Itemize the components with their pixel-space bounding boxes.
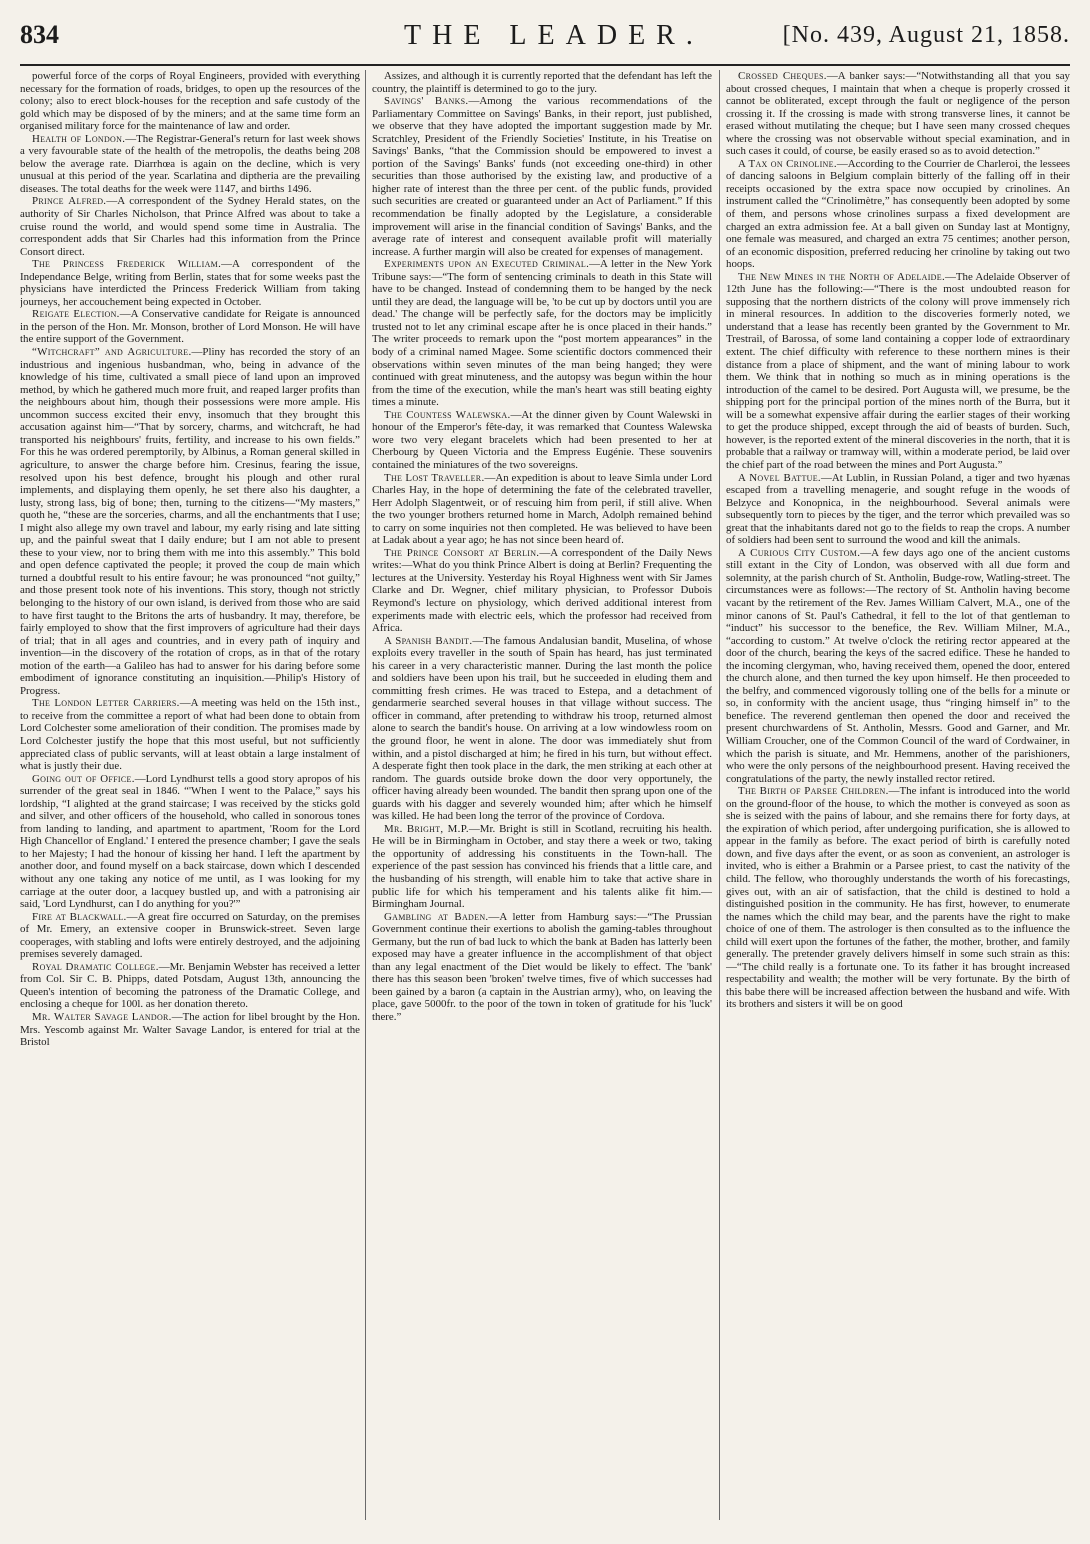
article-heading: Prince Alfred. — [32, 195, 107, 208]
article-heading: Reigate Election. — [32, 308, 120, 321]
article-text: —A correspondent of the Daily News writes:—What do you think Prince Albert is doing at Berlin? Frequenting the lectures at the University. Yesterday his Royal Highness went with Sir James Clarke and Dr. Wegner, chief military physician, to Professor Dubois Reymond's lecture on physiology, which derived additional interest from experiments made with electric eels, which the professor had received from Africa. — [372, 546, 712, 635]
article-heading: Health of London. — [32, 132, 126, 145]
article-text: —A correspondent of the Sydney Herald states, on the authority of Sir Charles Nicholson, that Prince Alfred was about to take a cruise round the world, and would spend some time in Australia. The correspondent adds that Sir Charles had this information from the Prince Consort direct. — [20, 195, 360, 258]
article-paragraph — [20, 258, 360, 308]
article-text: —A few days ago one of the ancient customs still extant in the City of London, was observed with all due form and solemnity, at the parish church of St. Antholin, Budge-row, Watling-street. The circumstances were as follows:—The rectory of St. Antholin having become vacant by the retirement of the Rev. James William Calvert, M.A., one of the minor canons of St. Paul's Cathedral, it fell to the lot of that gentleman to “induct” his successor to the benefice, the Rev. William Milner, M.A., “according to custom.” At twelve o'clock the retiring rector appeared at the door of the church, bearing the keys of the sacred edifice. These he handed to the incoming clergyman, who, having received them, opened the door, entered the church alone, and then turned the key upon himself. He then proceeded to the belfry, and commenced vigorously tolling one of the bells for a minute or so, in conformity with the ancient usage, thus “ringing himself in” to the benefice. The reverend gentleman then opened the door and received the present churchwardens of St. Antholin, Messrs. Good and Garner, and Mr. William Croucher, one of the Common Council of the ward of Cordwainer, in which the parish is situate, and Mr. Hemmens, another of the parishioners, who were the only persons of the neighbourhood present. Having received the congratulations of the party, the newly installed rector retired. — [726, 546, 1070, 785]
article-heading: The London Letter Carriers. — [32, 697, 180, 710]
article-heading: Mr. Walter Savage Landor. — [32, 1011, 172, 1024]
article-paragraph — [372, 547, 712, 635]
article-paragraph — [372, 472, 712, 547]
article-paragraph — [20, 346, 360, 697]
article-paragraph — [372, 70, 712, 95]
article-heading: Savings' Banks. — [384, 95, 469, 108]
article-text: —At the dinner given by Count Walewski in honour of the Emperor's fête-day, it was remarked that Countess Walewska wore two very elegant bracelets which had been presented to her at Cherbourg by Queen Victoria and the Empress Eugénie. These souvenirs contained the miniatures of the two sovereigns. — [372, 408, 712, 471]
article-heading: The Birth of Parsee Children. — [738, 785, 889, 798]
article-paragraph — [372, 409, 712, 472]
article-text: —The action for libel brought by the Hon. Mrs. Yescomb against Mr. Walter Savage Landor, is entered for trial at the Bristol — [20, 1011, 360, 1049]
article-text: —A correspondent of the Independance Belge, writing from Berlin, states that for some weeks past the physicians have interdicted the Princess Frederick William from taking journeys, her accouchement being expected in October. — [20, 258, 360, 308]
article-heading: The Prince Consort at Berlin. — [384, 546, 540, 559]
article-heading: A Novel Battue. — [738, 471, 821, 484]
article-heading: Experiments upon an Executed Criminal. — [384, 258, 590, 271]
article-text: —A great fire occurred on Saturday, on the premises of Mr. Emery, an extensive cooper in Brunswick-street. Seven large cooperages, with stabling and lofts were entirely destroyed, and the adjoining premises severely damaged. — [20, 910, 360, 961]
article-heading: The New Mines in the North of Adelaide. — [738, 270, 945, 283]
article-heading: The Countess Walewska. — [384, 408, 511, 421]
article-heading: “Witchcraft” and Agriculture. — [32, 346, 192, 359]
article-paragraph — [726, 547, 1070, 785]
article-paragraph — [20, 308, 360, 346]
article-paragraph — [20, 70, 360, 133]
article-text: —The famous Andalusian bandit, Muselina, of whose exploits every traveller in the south of Spain has heard, has just terminated his career in a very characteristic manner. During the last month the police and soldiers have been upon his trail, but he succeeded in eluding them and committing fresh crimes. He was traced to Estepa, and a detachment of gendarmerie searched several houses in that village without success. The officer in command, after pretending to withdraw his troop, returned almost alone to search the bandit's house. On arriving at a low windowless room on the ground floor, he went in alone. The door was immediately shut from within, and a pistol discharged at him; he fired in his turn, but without effect. A desperate fight then took place in the dark, the men striking at each other at random. The guards outside broke down the door very opportunely, the officer having already been wounded. The bandit then sprang upon one of the guards with his dagger and severely wounded him; after which he himself was killed. He had been long the terror of the province of Cordova. — [372, 634, 712, 823]
column-2 — [372, 70, 712, 1530]
article-text: —The Adelaide Observer of 12th June has the following:—“There is the most undoubted reason for supposing that the northern districts of the colony will prove immensely rich in mineral resources. In addition to the discoveries formerly noted, we understand that a lease has recently been granted by the Government to Mr. Trestrail, of Barossa, of some land containing a copper lode of extraordinary extent. The chief difficulty with reference to these northern mines is their distance from a place of shipment, and the want of mining labour to work them. We think that in nothing so much as in mining operations is the introduction of the camel to be desired. Port Augusta will, we presume, be the shipping port for the principal portion of the mines north of the Burra, but it will be a somewhat expensive affair during the earlier stages of their working to get the produce shipped, except through the aid of beasts of burden. Such, however, is the reported extent of the mineral discoveries in the north, that it is probable that a railway or tramway will, within a moderate period, be laid over the chief part of the road between the mines and Port Augusta.” — [726, 270, 1070, 471]
article-heading: The Princess Frederick William. — [32, 258, 222, 271]
article-heading: Going out of Office. — [32, 772, 135, 785]
article-paragraph — [372, 258, 712, 409]
article-paragraph — [372, 911, 712, 1024]
article-text: —A Conservative candidate for Reigate is announced in the person of the Hon. Mr. Monson, brother of Lord Monson. He will have the entire support of the Government. — [20, 308, 360, 346]
article-paragraph — [20, 195, 360, 258]
article-heading: The Lost Traveller. — [384, 471, 485, 484]
article-text: —A letter from Hamburg says:—“The Prussian Government continue their exertions to abolish the gaming-tables throughout Germany, but the run of bad luck to which the bank at Baden has latterly been exposed may have a greater influence in the accomplishment of that object than any legal enactment of the Diet would be likely to effect. The 'bank' there has this season been 'broken' twelve times, five of which successes had been gained by a baron (a captain in the Austrian army), who, on leaving the place, gave 5000fr. to the poor of the town in token of gratitude for his 'luck' there.” — [372, 910, 712, 1024]
article-text: —A letter in the New York Tribune says:—“The form of sentencing criminals to death in this State will have to be changed. Instead of condemning them to be hanged by the neck until they are dead, the language will be, 'to be cut up by doctors until you are dead.' The change will be perfectly safe, for the doctors may be implicitly trusted not to let any criminal escape after he is once placed in their hands.” The writer proceeds to remark upon the “post mortem appearances” in the body of a criminal named Magee. Some scientific doctors commenced their observations within seven minutes of the man being hanged; they were continued with great minuteness, and the autopsy was begun within the hour from the time of the execution, while the man's heart was still beating eighty times a minute. — [372, 258, 712, 409]
article-heading: A Tax on Crinoline. — [738, 157, 837, 170]
article-paragraph — [372, 823, 712, 911]
article-paragraph — [726, 785, 1070, 1011]
article-heading: Fire at Blackwall. — [32, 910, 127, 923]
article-text: —A banker says:—“Notwithstanding all that you say about crossed cheques, I maintain that when a cheque is properly crossed it cannot be obliterated, except through the fault or negligence of the person crossing it. If the crossing is made with strong transverse lines, it cannot be erased without mutilating the cheque; but I have seen many crossed cheques where the crossing was not observable without special examination, and in such cases it could, of course, be easily erased so as to avoid detection.” — [726, 70, 1070, 158]
article-text: powerful force of the corps of Royal Engineers, provided with everything necessary for the formation of roads, bridges, to open up the resources of the colony; also to erect block-houses for the reception and safe custody of the gold which may be disposed of by the miners; and at the same time form an organised military force for the maintenance of law and order. — [20, 70, 360, 133]
column-3 — [726, 70, 1070, 1530]
article-text: —The Registrar-General's return for last week shows a very favourable state of the health of the metropolis, the deaths being 208 below the average rate. Diarrhœa is again on the decline, which is very unusual at this period of the year. Scarlatina and diptheria are the prevailing diseases. The total deaths for the week were 1147, and births 1496. — [20, 132, 360, 195]
article-text: —Mr. Benjamin Webster has received a letter from Col. Sir C. B. Phipps, dated Potsdam, August 13th, announcing the Queen's intention of becoming the patroness of the Dramatic College, and enclosing a cheque for 100l. as her donation thereto. — [20, 960, 360, 1011]
article-heading: Gambling at Baden. — [384, 910, 489, 923]
column-1 — [20, 70, 360, 1530]
article-paragraph — [20, 911, 360, 961]
article-text: —At Lublin, in Russian Poland, a tiger and two hyænas escaped from a travelling menagerie, and sought refuge in the woods of Belzyce and Konopnica, in the neighbourhood. Several animals were subsequently torn to pieces by the tiger, and the terror which prevailed was so great that the inhabitants dared not go to the fields to reap the crops. A number of soldiers had been sent to surround the wood and kill the animals. — [726, 471, 1070, 547]
article-heading: Mr. Bright, M.P. — [384, 822, 469, 835]
article-paragraph — [726, 271, 1070, 472]
issue-date: [No. 439, August 21, 1858. — [782, 22, 1070, 48]
article-paragraph — [726, 70, 1070, 158]
column-rule — [365, 70, 366, 1520]
article-paragraph — [372, 95, 712, 258]
article-paragraph — [20, 773, 360, 911]
article-text: —The infant is introduced into the world on the ground-floor of the house, to which the mother is conveyed as soon as she is seized with the pains of labour, and she remains there for forty days, at the expiration of which period, after undergoing purification, she is allowed to appear in the family as before. The exact period of birth is carefully noted down, and five days after the event, or as soon as convenient, an astrologer is invited, who is either a Brahmin or a Parsee priest, to cast the nativity of the child. The fellow, who thoroughly understands the worth of his forecastings, gives out, with an air of satisfaction, that the child is destined to hold a distinguished position in the community. He has first, however, to enumerate the names which the child may bear, and the parents have the right to make choice of one of them. The astrologer is then consulted as to the influence the child will exert upon the fortunes of the father, the mother, brother, and family generally. The pretender gravely delivers himself in some such strain as this:—“The child really is a fortunate one. To its father it has brought increased respectability and wealth; the mother will be very fortunate. By the birth of this babe there will be increased affection between the husband and wife. With its brothers and sisters it will be on good — [726, 785, 1070, 1011]
article-paragraph — [20, 1011, 360, 1049]
article-text: Assizes, and although it is currently reported that the defendant has left the country, the plaintiff is determined to go to the jury. — [372, 70, 712, 95]
article-paragraph — [726, 472, 1070, 547]
header-rule — [20, 64, 1070, 66]
article-paragraph — [372, 635, 712, 823]
newspaper-title: THE LEADER. — [404, 20, 704, 51]
masthead — [20, 14, 1070, 66]
article-heading: A Spanish Bandit. — [384, 634, 473, 647]
article-text: —According to the Courrier de Charleroi, the lessees of dancing saloons in Belgium complain bitterly of the falling off in their receipts occasioned by the extra space now occupied by crinolines. An instrument called the “Crinolimètre,” has consequently been adopted by some of them, and persons whose crinolines surpass a fixed development are charged an extra admission fee. At a ball given on Sunday last at Montigny, one female was measured, and charged an extra 75 centimes; another person, of an economic disposition, preferred reducing her crinoline by taking out two hoops. — [726, 157, 1070, 271]
article-heading: A Curious City Custom. — [738, 546, 861, 559]
article-text: —Among the various recommendations of the Parliamentary Committee on Savings' Banks, in their report, just published, we observe that they have adopted the important suggestion made by Mr. Scratchley, President of the Friendly Societies' Institute, in his Treatise on Savings' Banks, “that the Commission should be empowered to invest a portion of the Savings' Banks' funds (not exceeding one-third) in other securities than those authorised by the existing law, and productive of a higher rate of interest than the three per cent. of the public funds, provided such securities are created or guaranteed under an Act of Parliament.” If this recommendation be finally adopted by the Legislature, a considerable improvement will arise in the financial condition of Savings' Banks, and the average rate of interest and consequent available profit will materially increase. A further margin will also be created for expenses of management. — [372, 95, 712, 258]
article-paragraph — [20, 133, 360, 196]
article-paragraph — [20, 961, 360, 1011]
column-rule — [719, 70, 720, 1520]
page-number: 834 — [20, 20, 59, 49]
article-text: —Mr. Bright is still in Scotland, recruiting his health. He will be in Birmingham in October, and stay there a week or two, taking the opportunity of addressing his constituents in the Town-hall. The experience of the past session has convinced his friends that a little care, and the husbanding of his strength, will enable him to take that active share in public life for which his temperament and his talents alike fit him.—Birmingham Journal. — [372, 822, 712, 911]
article-text: —An expedition is about to leave Simla under Lord Charles Hay, in the hope of determining the fate of the celebrated traveller, Herr Adolph Slagentweit, or of rescuing him from peril, if still alive. When the two younger brothers returned home in March, Adolph remained behind to carry on some inquiries not then completed. He was believed to have been at Ladak about a year ago; he has not since been heard of. — [372, 471, 712, 547]
article-paragraph — [20, 697, 360, 772]
article-text: —Lord Lyndhurst tells a good story apropos of his surrender of the great seal in 1846. “'When I went to the Palace,” says his lordship, “I alighted at the grand staircase; I was received by the sticks gold and silver, and other officers of the household, who called in sonorous tones from landing to landing, and apartment to apartment, 'Room for the Lord High Chancellor of England.' I entered the presence chamber; I gave the seals to her Majesty; I had the honour of kissing her hand. I left the apartment by another door, and found myself on a back staircase, down which I descended without any one taking any notice of me until, as I was looking for my carriage at the outer door, a lacquey bustled up, and with a patronising air said, 'Lord Lyndhurst, can I do anything for you?'” — [20, 772, 360, 911]
article-text: —A meeting was held on the 15th inst., to receive from the committee a report of what had been done to obtain from Lord Colchester some amelioration of their condition. The promises made by Lord Colchester justify the hope that this most useful, but not sufficiently appreciated class of public servants, will at least obtain a large instalment of what is justly their due. — [20, 697, 360, 773]
article-heading: Crossed Cheques. — [738, 70, 827, 82]
article-paragraph — [726, 158, 1070, 271]
article-text: —Pliny has recorded the story of an industrious and ingenious husbandman, who, being in advance of the knowledge of his time, cultivated a small piece of land upon an improved method, by which he gathered much more fruit, and reaped larger profits than the neighbours about him, though their possessions were more ample. His uncommon success excited their envy, insomuch that they brought this accusation against him—“That by sorcery, charms, and witchcraft, he had transported his neighbours' fruits, fertility, and increase to his own fields.” For this he was ordered peremptorily, by Albinus, a Roman general skilled in agriculture, to answer the charge before him. Cresinus, fearing the issue, resolved upon his best defence, brought his plough and other rural implements, and displaying them openly, he set there also his daughter, a lusty, strong lass, big of bone; then, turning to the citizens—“My masters,” quoth he, “these are the sorceries, charms, and all the enchantments that I use; I might also allege my own travel and labour, my early rising and late sitting up, and the painful sweat that I daily endure; but I am not able to present these to your view, nor to bring them with me into this assembly.” This bold and open defence captivated the people; it proved the coup de main which turned a doubtful result to his entire favour; he was pronounced “not guilty,” and those present took note of his inventions. This story, though not strictly belonging to the history of our own island, is derived from those who are said to have first taught to the Britons the arts of husbandry. It may, therefore, be fairly employed to show that the first improvers of agriculture had their days of trial; that in all ages and countries, and in every path of inquiry and invention—in the discovery of the rotation of crops, as in that of the rotary motion of the earth—a Galileo has had to answer for his daring before some embodiment of ignorance constituting an inquisition.—Philip's History of Progress. — [20, 346, 360, 697]
article-heading: Royal Dramatic College. — [32, 960, 159, 973]
